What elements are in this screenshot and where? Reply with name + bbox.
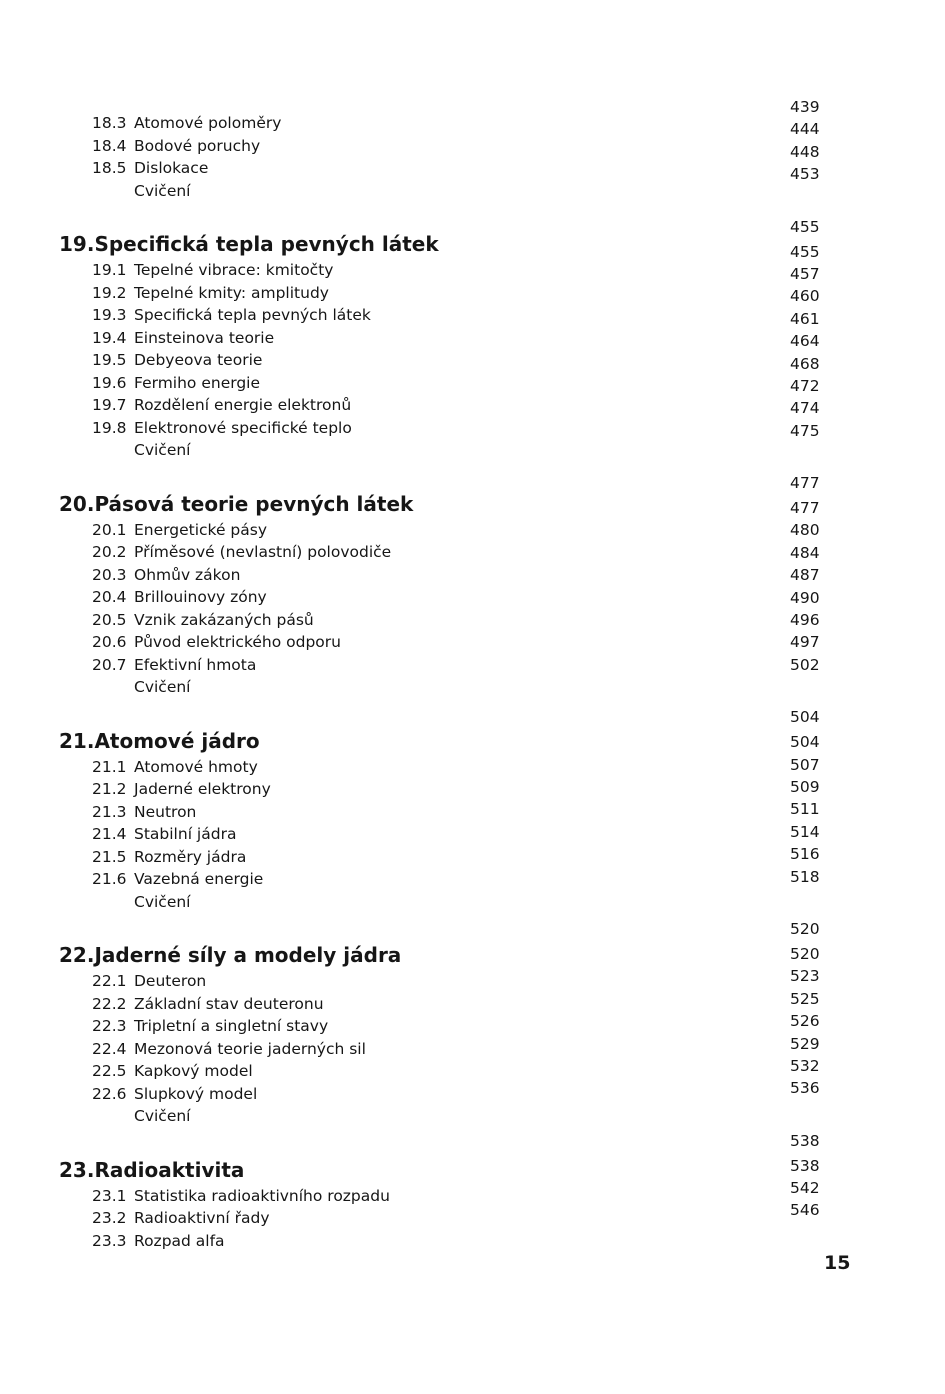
section-title: Dislokace [134,159,209,177]
page-ref: 525 [790,989,820,1008]
page-ref: 474 [790,399,820,418]
chapter-heading [59,1155,692,1185]
section-number: 22.4 [92,1039,127,1058]
chapter-number: 22. [59,943,95,967]
page-ref: 520 [790,944,820,963]
section-number: 23.2 [92,1209,127,1227]
toc-entry [92,609,692,632]
toc-entry [92,631,692,654]
section-title: Statistika radioaktivního rozpadu [134,1186,390,1205]
chapter-number: 20. [59,491,95,516]
page-ref: 520 [790,919,820,938]
section-number: 21.6 [92,870,127,888]
page-ref: 502 [790,655,820,674]
section-number: 19.7 [92,396,127,414]
toc-entry [92,327,692,350]
section-title: Tripletní a singletní stavy [134,1017,329,1035]
page-ref: 457 [790,264,820,283]
chapter-title: Atomové jádro [94,728,260,753]
section-title: Atomové poloměry [134,114,282,132]
section-number: 20.7 [92,655,127,674]
page-ref: 504 [790,733,820,752]
page-gap [772,442,852,469]
toc-entry [92,970,692,993]
section-number: 20.4 [92,588,127,606]
toc-entry [92,676,692,699]
page-gap [772,1100,852,1127]
page-ref: 460 [790,287,820,306]
chapter-number: 21. [59,728,95,753]
page-ref: 484 [790,543,820,562]
section-title: Základní stav deuteronu [134,994,324,1013]
section-title: Elektronové specifické teplo [134,418,352,437]
page-ref: 448 [790,142,820,161]
chapter-title: Specifická tepla pevných látek [94,232,439,256]
page-ref: 514 [790,822,820,841]
toc-entry [92,756,692,779]
page-ref: 509 [790,777,820,796]
toc-entry [92,1185,692,1208]
page-ref: 504 [790,708,820,727]
section-title: Fermiho energie [134,373,261,392]
section-title: Einsteinova teorie [134,328,275,347]
chapter-title: Radioaktivita [94,1157,245,1182]
section-title: Cvičení [134,678,191,696]
section-number: 22.6 [92,1084,127,1103]
section-title: Tepelné kmity: amplitudy [134,283,329,302]
section-number: 22.5 [92,1062,127,1080]
section-title: Atomové hmoty [134,757,258,776]
section-number: 21.4 [92,825,127,843]
page-ref: 453 [790,165,820,184]
toc-entry [92,993,692,1016]
chapter-heading [59,489,692,519]
page-ref: 461 [790,309,820,328]
page-ref: 511 [790,800,820,819]
section-number: 19.1 [92,261,127,279]
section-number: 23.1 [92,1186,127,1205]
section-title: Ohmův zákon [134,565,241,584]
page-ref: 538 [790,1131,820,1150]
toc-entry [92,801,692,824]
chapter-number: 19. [59,232,95,256]
section-title: Debyeova teorie [134,351,263,369]
section-title: Cvičení [134,181,191,200]
page-ref: 487 [790,566,820,585]
section-title: Mezonová teorie jaderných sil [134,1039,366,1058]
section-gap [92,1128,692,1155]
section-title: Energetické pásy [134,520,268,539]
section-gap [92,913,692,940]
chapter-title: Jaderné síly a modely jádra [94,943,402,967]
toc-entry [92,564,692,587]
page-ref: 516 [790,845,820,864]
section-title: Příměsové (nevlastní) polovodiče [134,543,392,561]
section-title: Tepelné vibrace: kmitočty [134,261,334,279]
section-title: Bodové poruchy [134,136,261,155]
toc-entry [92,1207,692,1230]
section-number: 22.3 [92,1017,127,1035]
section-title: Neutron [134,802,197,821]
toc-entry [92,1038,692,1061]
chapter-heading [59,940,692,970]
page-ref: 455 [790,217,820,236]
page-ref: 475 [790,421,820,440]
section-title: Vznik zakázaných pásů [134,610,314,629]
section-number: 20.1 [92,520,127,539]
section-number: 20.5 [92,610,127,629]
chapter-heading [59,726,692,756]
section-number: 20.2 [92,543,127,561]
section-number: 21.1 [92,757,127,776]
toc-entry [92,349,692,372]
page-ref: 523 [790,967,820,986]
chapter-heading [59,229,692,259]
toc-entry [92,868,692,891]
toc-entry [92,439,692,462]
section-number: 18.4 [92,136,127,155]
toc-entry [92,259,692,282]
section-title: Cvičení [134,892,191,911]
toc-titles-column [59,112,692,1252]
page-ref: 532 [790,1056,820,1075]
page-ref: 507 [790,755,820,774]
section-number: 21.3 [92,802,127,821]
section-title: Specifická tepla pevných látek [134,306,371,324]
toc-entry [92,846,692,869]
section-number: 19.5 [92,351,127,369]
page-ref: 444 [790,120,820,139]
page-ref: 538 [790,1156,820,1175]
section-title: Rozdělení energie elektronů [134,396,352,414]
toc-entry [92,372,692,395]
section-number: 19.6 [92,373,127,392]
page-ref: 497 [790,633,820,652]
page-ref: 496 [790,611,820,630]
page-ref: 468 [790,354,820,373]
section-title: Rozměry jádra [134,847,247,866]
toc-entry [92,1105,692,1128]
page-ref: 439 [790,98,820,116]
section-number: 19.2 [92,283,127,302]
page-gap [772,186,852,213]
section-number: 20.6 [92,633,127,651]
page-ref: 477 [790,499,820,518]
section-number: 19.4 [92,328,127,347]
section-title: Rozpad alfa [134,1231,225,1250]
toc-page-numbers-column [772,96,852,1222]
toc-entry [92,891,692,914]
toc-entry [92,304,692,327]
page-ref: 472 [790,376,820,395]
section-title: Původ elektrického odporu [134,633,341,651]
section-title: Vazebná energie [134,870,264,888]
section-title: Kapkový model [134,1062,253,1080]
toc-entry [92,417,692,440]
toc-entry [92,1083,692,1106]
section-number: 20.3 [92,565,127,584]
page-ref: 546 [790,1201,820,1220]
section-number: 18.5 [92,159,127,177]
page-ref: 542 [790,1179,820,1198]
toc-entry [92,1060,692,1083]
section-gap [92,202,692,229]
page-gap [772,888,852,915]
toc-entry [92,1230,692,1253]
toc-entry [92,778,692,801]
section-number: 22.2 [92,994,127,1013]
section-title: Deuteron [134,972,207,990]
section-number: 19.8 [92,418,127,437]
section-number: 21.2 [92,780,127,798]
toc-entry [92,394,692,417]
section-title: Cvičení [134,441,191,459]
section-title: Slupkový model [134,1084,258,1103]
toc-entry [92,519,692,542]
section-gap [92,462,692,489]
page-ref: 480 [790,521,820,540]
chapter-number: 23. [59,1157,95,1182]
section-gap [92,699,692,726]
toc-entry [92,282,692,305]
toc-entry [92,541,692,564]
section-title: Jaderné elektrony [134,780,271,798]
page-ref: 529 [790,1034,820,1053]
toc-entry [92,654,692,677]
chapter-title: Pásová teorie pevných látek [94,491,414,516]
toc-entry [92,1015,692,1038]
toc-entry [92,157,692,180]
toc-entry [92,586,692,609]
section-number: 19.3 [92,306,127,324]
section-number: 21.5 [92,847,127,866]
section-title: Brillouinovy zóny [134,588,267,606]
page-ref: 464 [790,332,820,351]
section-title: Radioaktivní řady [134,1209,270,1227]
section-title: Efektivní hmota [134,655,257,674]
section-number: 22.1 [92,972,127,990]
toc-entry [92,823,692,846]
page-ref: 536 [790,1079,820,1098]
page-number: 15 [824,1252,851,1274]
page-gap [772,676,852,703]
section-number: 18.3 [92,114,127,132]
toc-entry [92,180,692,203]
page-ref: 526 [790,1012,820,1031]
toc-entry [92,135,692,158]
section-number: 23.3 [92,1231,127,1250]
page-ref: 477 [790,474,820,493]
page-ref: 518 [790,867,820,886]
page-ref: 455 [790,242,820,261]
section-title: Cvičení [134,1107,191,1125]
toc-entry [92,112,692,135]
page-ref: 490 [790,588,820,607]
section-title: Stabilní jádra [134,825,237,843]
